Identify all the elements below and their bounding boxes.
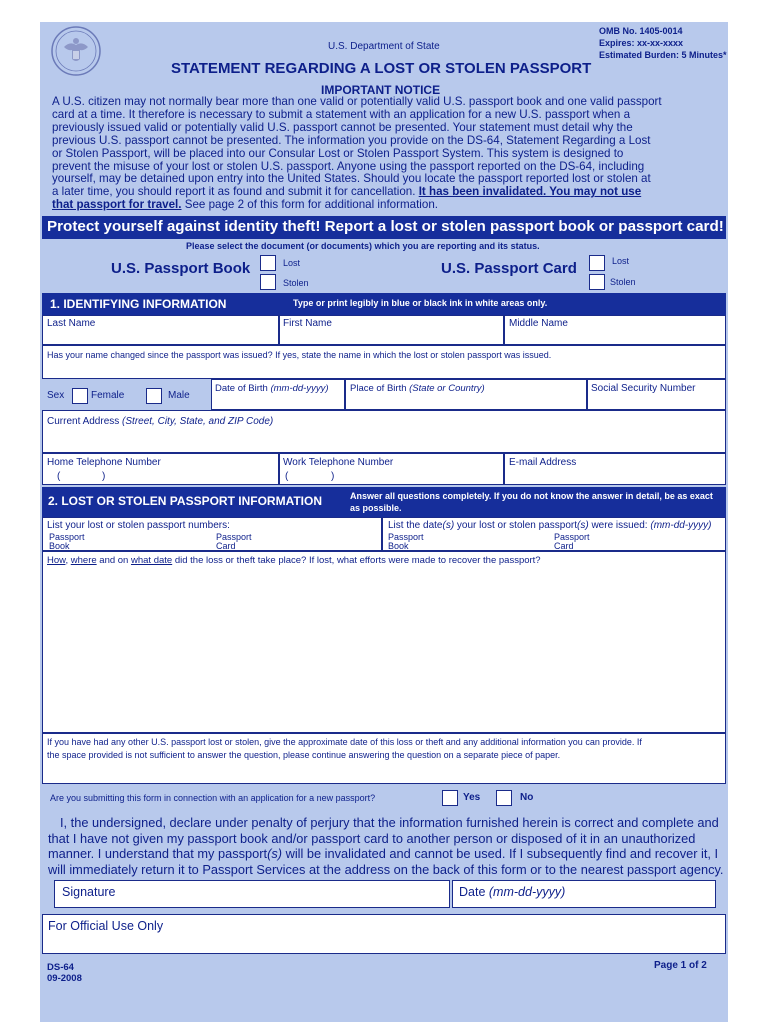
omb-number: OMB No. 1405-0014 <box>599 26 683 36</box>
yes-label: Yes <box>463 792 481 803</box>
book-lost-checkbox[interactable] <box>260 255 276 271</box>
passport-book-label: U.S. Passport Book <box>111 260 251 277</box>
numbers-book-label: Passport Book <box>49 532 85 551</box>
notice-line: previous U.S. passport cannot be presented. The information you provide on the DS-64, Statement Regarding a Lost <box>52 133 651 147</box>
eagle-seal-icon <box>50 25 102 77</box>
name-change-label: Has your name changed since the passport was issued? If yes, state the name in which the lost or stolen passport was issued. <box>47 350 552 360</box>
sex-label: Sex <box>47 390 65 401</box>
declaration-line: I, the undersigned, declare under penalty of perjury that the information furnished herein is correct and complete and <box>60 815 719 830</box>
declaration-line: manner. I understand that my passport(s) will be invalidated and cannot be used. If I subsequently find and recover it, I <box>48 846 719 862</box>
form-id <box>47 962 82 984</box>
passport-numbers-label: List your lost or stolen passport numbers: <box>47 520 230 531</box>
declaration-line: will immediately return it to Passport Services at the address on the back of this form or to the nearest passport agency. <box>48 861 724 877</box>
form-title: STATEMENT REGARDING A LOST OR STOLEN PASSPORT <box>171 60 592 77</box>
home-phone-area-open: ( <box>57 471 61 482</box>
dates-card-label: Passport Card <box>554 532 590 551</box>
omb-block <box>599 25 727 61</box>
numbers-card-label: Passport Card <box>216 532 252 551</box>
date-label: Date (mm-dd-yyyy) <box>459 885 566 899</box>
dates-book-label: Passport Book <box>388 532 424 551</box>
loss-details-label: How, where and on what date did the loss or theft take place? If lost, what efforts were made to recover the passport? <box>47 555 541 566</box>
card-stolen-label: Stolen <box>610 277 636 287</box>
notice-line: card at a time. It therefore is necessary to submit a statement with an application for a new U.S. passport when a <box>52 107 631 121</box>
department-seal <box>50 25 102 77</box>
section1-title: 1. IDENTIFYING INFORMATION <box>50 297 227 311</box>
new-passport-question: Are you submitting this form in connection with an application for a new passport? <box>50 793 376 803</box>
address-label: Current Address (Street, City, State, and ZIP Code) <box>47 416 274 427</box>
first-name-label: First Name <box>283 318 332 329</box>
declaration-text <box>48 815 724 877</box>
notice-line: prevent the misuse of your lost or stolen U.S. passport. Anyone using the passport reported on the DS-64, including <box>52 159 645 173</box>
work-phone-area-open: ( <box>285 471 289 482</box>
notice-line: yourself, may be detained upon entry into the United States. Should you locate the passport reported lost or stolen at <box>52 172 651 186</box>
book-lost-label: Lost <box>283 258 301 268</box>
female-checkbox[interactable] <box>72 388 88 404</box>
notice-line: or Stolen Passport, will be placed into our Consular Lost or Stolen Passport System. This system is designed to <box>52 146 624 160</box>
no-label: No <box>520 792 534 803</box>
card-lost-label: Lost <box>612 256 630 266</box>
pob-label: Place of Birth (State or Country) <box>350 383 485 394</box>
travel-warning: that passport for travel. <box>52 198 182 212</box>
signature-label: Signature <box>62 885 116 899</box>
last-name-label: Last Name <box>47 318 96 329</box>
loss-details-field[interactable] <box>42 551 726 733</box>
invalidated-warning: It has been invalidated. You may not use <box>418 185 642 199</box>
other-loss-line: If you have had any other U.S. passport lost or stolen, give the approximate date of this loss or theft and any additional information you can provide. If <box>47 737 642 747</box>
dob-label: Date of Birth (mm-dd-yyyy) <box>215 383 329 394</box>
select-document-instruction: Please select the document (or documents) which you are reporting and its status. <box>186 241 540 251</box>
expires-date: Expires: xx-xx-xxxx <box>599 38 684 48</box>
card-stolen-checkbox[interactable] <box>589 274 605 290</box>
page-number: Page 1 of 2 <box>654 960 707 971</box>
declaration-line: that I have not given my passport book and/or passport card to another person or disposed of it in an unauthorized <box>48 830 696 846</box>
yes-checkbox[interactable] <box>442 790 458 806</box>
notice-line: previously issued valid or potentially valid U.S. passport cannot be presented. Your statement must detail why the <box>52 120 633 134</box>
section2-title: 2. LOST OR STOLEN PASSPORT INFORMATION <box>48 494 323 508</box>
notice-line <box>52 199 722 212</box>
notice-text: See page 2 of this form for additional information. <box>181 198 438 212</box>
other-loss-label <box>47 736 642 762</box>
book-stolen-label: Stolen <box>283 278 309 288</box>
ssn-label: Social Security Number <box>591 383 696 394</box>
no-checkbox[interactable] <box>496 790 512 806</box>
notice-text: a later time, you should report it as found and submit it for cancellation. <box>52 185 419 199</box>
home-phone-label: Home Telephone Number <box>47 457 161 468</box>
notice-body <box>52 96 722 212</box>
form-revision-date: 09-2008 <box>47 973 82 984</box>
home-phone-area-close: ) <box>102 471 106 482</box>
middle-name-label: Middle Name <box>509 318 568 329</box>
male-checkbox[interactable] <box>146 388 162 404</box>
section2-instruction: Answer all questions completely. If you do not know the answer in detail, be as exact as possible. <box>350 491 713 513</box>
female-label: Female <box>91 390 125 401</box>
official-use-label: For Official Use Only <box>48 919 164 933</box>
notice-heading: IMPORTANT NOTICE <box>321 83 441 97</box>
card-lost-checkbox[interactable] <box>589 255 605 271</box>
form-number: DS-64 <box>47 962 74 973</box>
book-stolen-checkbox[interactable] <box>260 274 276 290</box>
work-phone-label: Work Telephone Number <box>283 457 394 468</box>
estimated-burden: Estimated Burden: 5 Minutes* <box>599 50 727 60</box>
department-name: U.S. Department of State <box>328 41 440 52</box>
email-label: E-mail Address <box>509 457 577 468</box>
section1-instruction: Type or print legibly in blue or black ink in white areas only. <box>293 298 548 308</box>
notice-line: A U.S. citizen may not normally bear more than one valid or potentially valid U.S. passport book and one valid passport <box>52 95 662 108</box>
male-label: Male <box>168 390 190 401</box>
issue-dates-label: List the date(s) your lost or stolen passport(s) were issued: (mm-dd-yyyy) <box>388 520 712 531</box>
work-phone-area-close: ) <box>331 471 335 482</box>
passport-card-label: U.S. Passport Card <box>441 260 577 277</box>
other-loss-line: the space provided is not sufficient to answer the question, please continue answering the question on a separate piece of paper. <box>47 750 561 760</box>
identity-theft-text: Protect yourself against identity theft! Report a lost or stolen passport book or passport card! <box>47 218 724 235</box>
